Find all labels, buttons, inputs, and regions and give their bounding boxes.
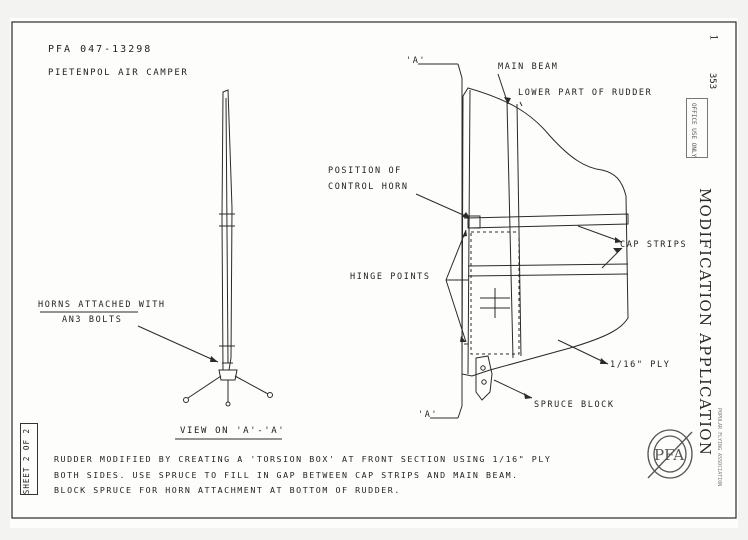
rudder-elevation <box>462 88 628 400</box>
note-line: BOTH SIDES. USE SPRUCE TO FILL IN GAP BETWEEN CAP STRIPS AND MAIN BEAM. <box>54 469 519 480</box>
reference-number: PFA 047-13298 <box>48 44 153 55</box>
section-marker-bottom: 'A' <box>418 410 439 420</box>
label-spruce-block: SPRUCE BLOCK <box>534 400 615 410</box>
section-line-aa <box>418 64 462 418</box>
side-title: MODIFICATION APPLICATION <box>696 188 714 457</box>
section-marker-top: 'A' <box>406 56 427 66</box>
office-use-box <box>686 98 708 158</box>
label-hinge-points: HINGE POINTS <box>350 272 431 282</box>
drawing-sheet <box>10 18 738 528</box>
leader-lines <box>40 74 622 398</box>
side-view-section <box>184 90 273 406</box>
aircraft-name: PIETENPOL AIR CAMPER <box>48 68 189 78</box>
corner-stamp: 1 <box>707 34 719 41</box>
logo-lettering: PFA <box>654 446 685 464</box>
sheet-number-box <box>20 423 38 495</box>
label-horns-2: AN3 BOLTS <box>62 315 123 325</box>
footer-organisation: POPULAR FLYING ASSOCIATION <box>716 408 722 487</box>
office-use-label: OFFICE USE ONLY <box>690 103 697 158</box>
view-caption: VIEW ON 'A'-'A' <box>180 426 286 436</box>
label-control-horn-2: CONTROL HORN <box>328 182 409 192</box>
application-number: 353 <box>707 72 718 90</box>
note-line: BLOCK SPRUCE FOR HORN ATTACHMENT AT BOTTOM OF RUDDER. <box>54 485 401 495</box>
pfa-logo-icon <box>640 420 700 490</box>
label-control-horn-1: POSITION OF <box>328 166 402 176</box>
label-lower-rudder: LOWER PART OF RUDDER <box>518 88 653 98</box>
label-ply: 1/16" PLY <box>610 360 671 370</box>
label-cap-strips: CAP STRIPS <box>620 240 688 250</box>
modification-notes <box>54 452 694 499</box>
label-horns-1: HORNS ATTACHED WITH <box>38 300 166 310</box>
note-line: RUDDER MODIFIED BY CREATING A 'TORSION BOX' AT FRONT SECTION USING 1/16" PLY <box>54 454 552 464</box>
sheet-number: SHEET 2 OF 2 <box>22 428 31 495</box>
label-main-beam: MAIN BEAM <box>498 62 559 72</box>
